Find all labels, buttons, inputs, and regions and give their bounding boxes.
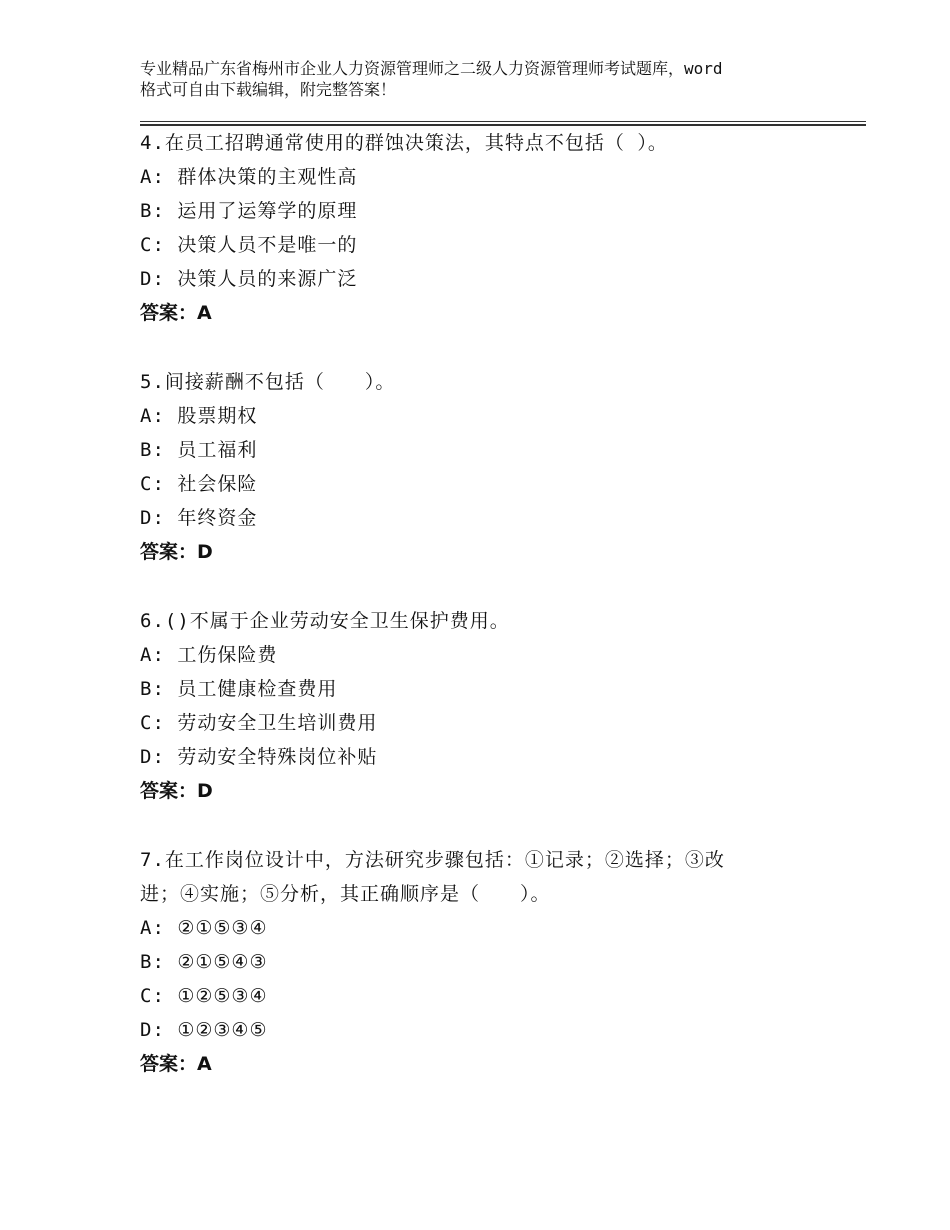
option-b: B: 员工健康检查费用: [140, 678, 338, 700]
answer: 答案：A: [140, 302, 212, 324]
option-d: D: 劳动安全特殊岗位补贴: [140, 746, 378, 768]
question-5: [140, 365, 800, 569]
option-d: D: ①②③④⑤: [140, 1019, 268, 1041]
question-6: [140, 604, 800, 808]
question-4: [140, 126, 800, 330]
option-c: C: 劳动安全卫生培训费用: [140, 712, 378, 734]
option-c: C: 社会保险: [140, 473, 258, 495]
question-stem: 6.()不属于企业劳动安全卫生保护费用。: [140, 610, 510, 632]
option-a: A: 群体决策的主观性高: [140, 166, 358, 188]
option-b: B: 运用了运筹学的原理: [140, 200, 358, 222]
question-stem: 5.间接薪酬不包括（ ）。: [140, 371, 396, 393]
document-header: [140, 58, 840, 100]
option-d: D: 决策人员的来源广泛: [140, 268, 358, 290]
option-a: A: ②①⑤③④: [140, 917, 268, 939]
option-c: C: ①②⑤③④: [140, 985, 268, 1007]
option-d: D: 年终资金: [140, 507, 258, 529]
option-b: B: 员工福利: [140, 439, 258, 461]
question-stem-line-2: 进；④实施；⑤分析，其正确顺序是（ ）。: [140, 883, 551, 905]
option-b: B: ②①⑤④③: [140, 951, 268, 973]
answer: 答案：A: [140, 1053, 212, 1075]
header-divider: [140, 121, 866, 122]
option-a: A: 股票期权: [140, 405, 258, 427]
option-c: C: 决策人员不是唯一的: [140, 234, 358, 256]
question-7: [140, 843, 800, 1081]
question-stem: 4.在员工招聘通常使用的群蚀决策法，其特点不包括（ ）。: [140, 132, 668, 154]
answer: 答案：D: [140, 780, 213, 802]
header-line-2: 格式可自由下载编辑，附完整答案！: [140, 80, 397, 99]
answer: 答案：D: [140, 541, 213, 563]
header-line-1: 专业精品广东省梅州市企业人力资源管理师之二级人力资源管理师考试题库，word: [140, 59, 723, 78]
option-a: A: 工伤保险费: [140, 644, 278, 666]
question-stem-line-1: 7.在工作岗位设计中，方法研究步骤包括：①记录；②选择；③改: [140, 849, 725, 871]
